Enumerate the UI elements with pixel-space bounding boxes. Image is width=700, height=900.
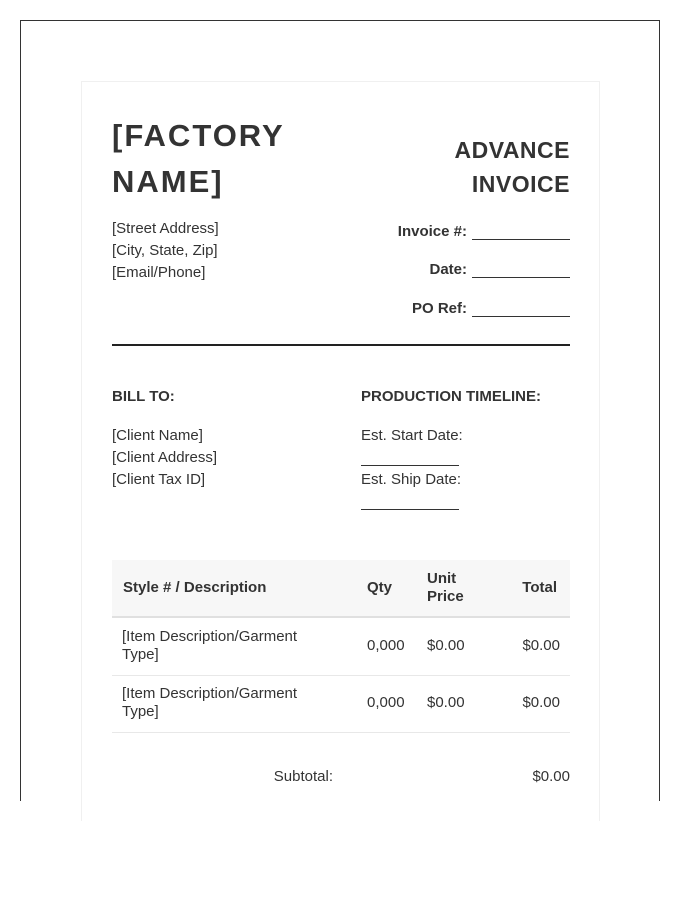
po-ref-blank[interactable] [472, 300, 570, 317]
est-ship-date-label: Est. Ship Date: [361, 471, 462, 488]
po-ref-label: PO Ref: [411, 300, 467, 317]
date-blank[interactable] [472, 261, 570, 278]
street-address: [Street Address] [112, 220, 219, 237]
unit-price-column-header-line2: Price [427, 588, 464, 605]
item-unit-price: $0.00 [427, 637, 465, 654]
description-column-header: Style # / Description [123, 579, 267, 596]
item-description-line2: Type] [122, 703, 159, 720]
subtotal-value: $0.00 [532, 768, 570, 785]
unit-price-column-header-line1: Unit [427, 570, 457, 587]
client-tax-id: [Client Tax ID] [112, 471, 206, 488]
item-description-line1: [Item Description/Garment [122, 628, 298, 645]
item-total: $0.00 [522, 694, 560, 711]
items-table-header [112, 560, 570, 618]
item-description-line1: [Item Description/Garment [122, 685, 298, 702]
city-state-zip: [City, State, Zip] [112, 242, 218, 259]
item-total: $0.00 [522, 637, 560, 654]
subtotal-label: Subtotal: [273, 768, 333, 785]
total-column-header: Total [522, 579, 557, 596]
date-row [340, 256, 570, 278]
est-start-date-blank[interactable] [361, 465, 459, 466]
document-title: ADVANCE INVOICE [454, 137, 570, 197]
invoice-number-row [340, 218, 570, 240]
client-address: [Client Address] [112, 449, 218, 466]
header-divider [112, 344, 570, 346]
po-ref-row [340, 295, 570, 317]
item-qty: 0,000 [367, 637, 405, 654]
item-qty: 0,000 [367, 694, 405, 711]
table-row [112, 618, 570, 676]
email-phone: [Email/Phone] [112, 264, 206, 281]
item-unit-price: $0.00 [427, 694, 465, 711]
bill-to-heading: BILL TO: [112, 388, 175, 405]
client-name: [Client Name] [112, 427, 203, 444]
item-description-line2: Type] [122, 646, 159, 663]
est-ship-date-blank[interactable] [361, 509, 459, 510]
invoice-number-label: Invoice #: [397, 223, 467, 240]
factory-name: [FACTORY NAME] [112, 118, 285, 199]
est-start-date-label: Est. Start Date: [361, 427, 463, 444]
qty-column-header: Qty [367, 579, 393, 596]
invoice-number-blank[interactable] [472, 223, 570, 240]
production-timeline-heading: PRODUCTION TIMELINE: [361, 388, 541, 405]
date-label: Date: [429, 261, 467, 278]
table-row [112, 675, 570, 733]
